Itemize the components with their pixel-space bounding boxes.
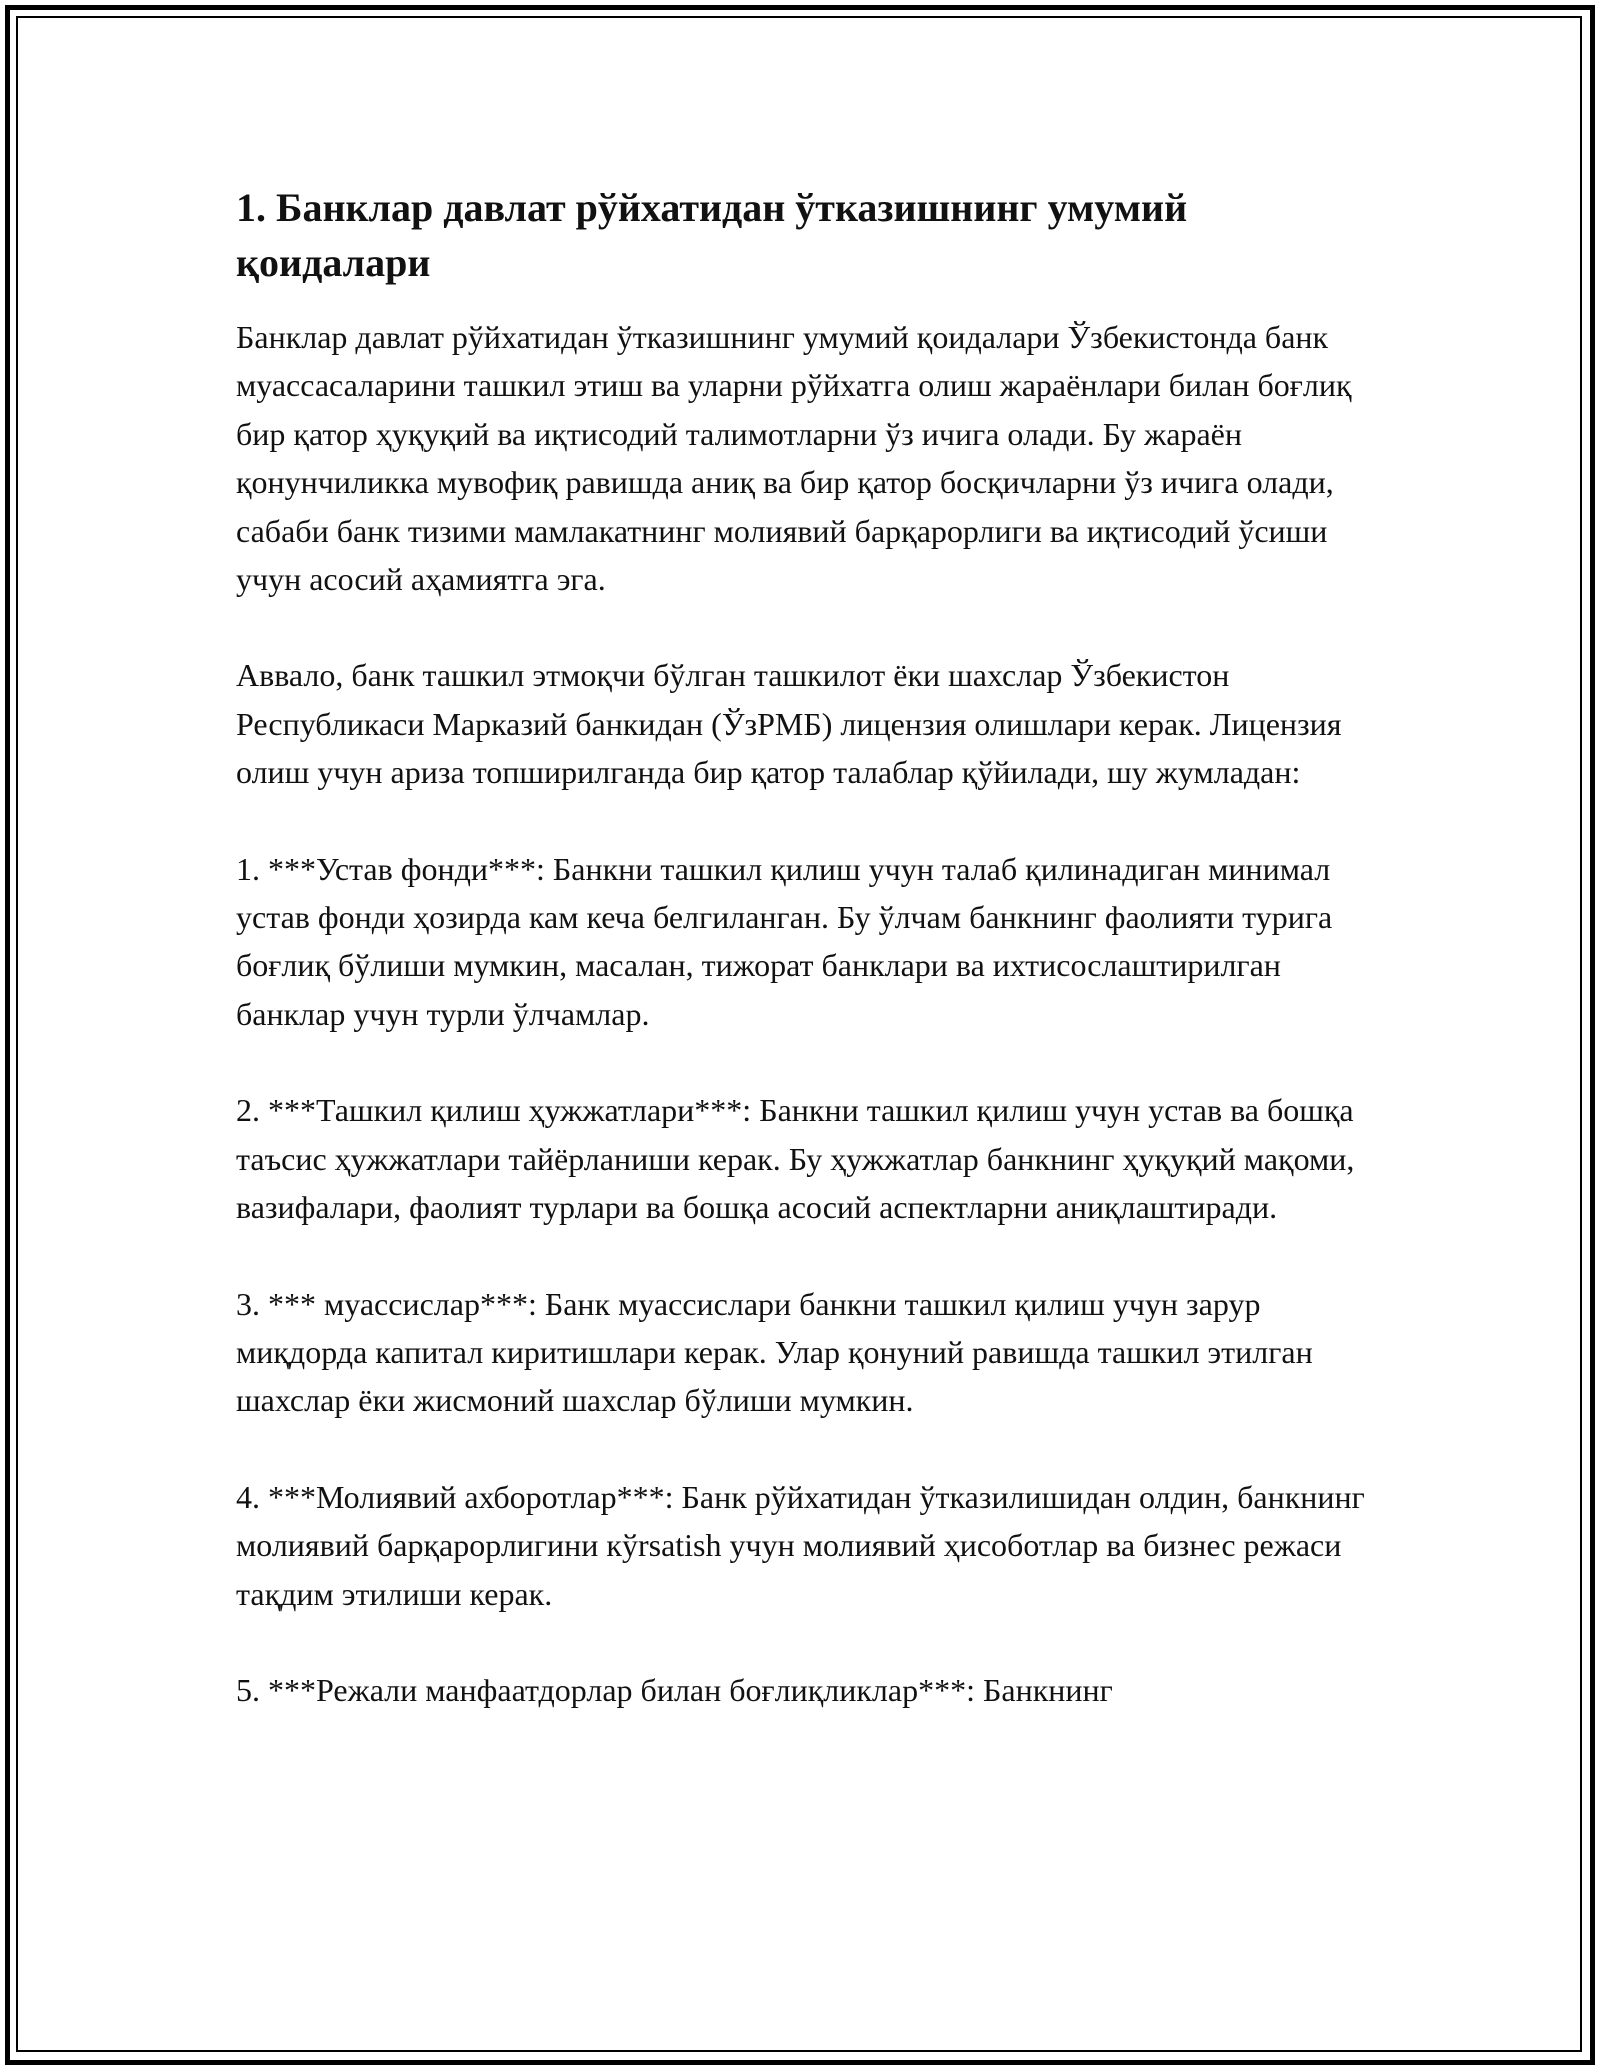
list-item-stakeholders: 5. ***Режали манфаатдорлар билан боғлиқликлар***: Банкнинг: [236, 1671, 1113, 1708]
section-title: 1. Банклар давлат рўйхатидан ўтказишнинг умумий қоидалари: [236, 185, 1188, 285]
list-item-founders: 3. *** муассислар***: Банк муассислари банкни ташкил қилиш учун зарур миқдорда капитал киритишлари керак. Улар қонуний равишда ташкил этилган шахслар ёки жисмоний шахслар бўлиши мумкин.: [236, 1285, 1313, 1419]
list-item-founding-documents: 2. ***Ташкил қилиш ҳужжатлари***: Банкни ташкил қилиш учун устав ва бошқа таъсис ҳужжатлари тайёрланиши керак. Бу ҳужжатлар банкнинг ҳуқуқий мақоми, вазифалари, фаолият турлари ва бошқа асосий аспектларни аниқлаштиради.: [236, 1092, 1355, 1226]
paragraph-license-requirements: Аввало, банк ташкил этмоқчи бўлган ташкилот ёки шахслар Ўзбекистон Республикаси Марказий банкидан (ЎзРМБ) лицензия олишлари керак. Лицензия олиш учун ариза топширилганда бир қатор талаблар қўйилади, шу жумладан:: [236, 657, 1342, 791]
paragraph-intro: Банклар давлат рўйхатидан ўтказишнинг умумий қоидалари Ўзбекистонда банк муассасаларини ташкил этиш ва уларни рўйхатга олиш жараёнлари билан боғлиқ бир қатор ҳуқуқий ва иқтисодий талимотларни ўз ичига олади. Бу жараён қонунчиликка мувофиқ равишда аниқ ва бир қатор босқичларни ўз ичига олади, сабаби банк тизими мамлакатнинг молиявий барқарорлиги ва иқтисодий ўсиши учун асосий аҳамиятга эга.: [236, 319, 1352, 598]
list-item-charter-fund: 1. ***Устав фонди***: Банкни ташкил қилиш учун талаб қилинадиган минимал устав фонди ҳозирда кам кеча белгиланган. Бу ўлчам банкнинг фаолияти турига боғлиқ бўлиши мумкин, масалан, тижорат банклари ва ихтисослаштирилган банклар учун турли ўлчамлар.: [236, 850, 1333, 1032]
document-page: [236, 180, 1376, 1714]
list-item-financial-information: 4. ***Молиявий ахборотлар***: Банк рўйхатидан ўтказилишидан олдин, банкнинг молиявий барқарорлигини кўrsatish учун молиявий ҳисоботлар ва бизнес режаси тақдим этилиши керак.: [236, 1478, 1365, 1612]
